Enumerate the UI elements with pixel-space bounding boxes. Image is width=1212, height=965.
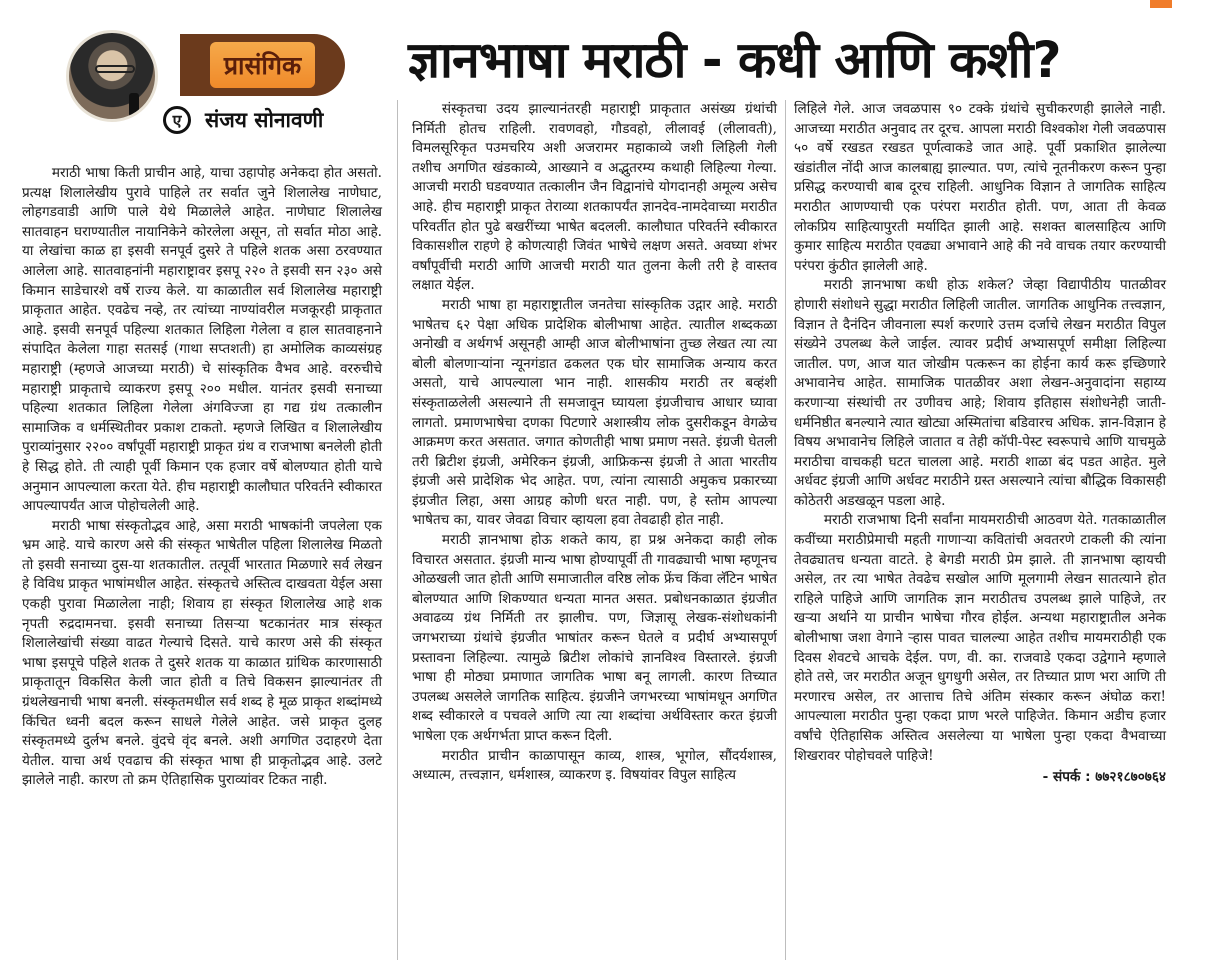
- column-divider: [785, 100, 786, 960]
- article-column-3: [794, 100, 1166, 788]
- headline: ज्ञानभाषा मराठी - कधी आणि कशी?: [408, 31, 1061, 89]
- paragraph: मराठीत प्राचीन काळापासून काव्य, शास्त्र, भूगोल, सौंदर्यशास्त्र, अध्यात्म, तत्त्वज्ञान, धर्मशास्त्र, व्याकरण इ. विषयांवर विपुल साहित्य: [412, 747, 777, 784]
- section-tag: [180, 34, 345, 96]
- top-bar: [0, 0, 1212, 14]
- article-column-2: [412, 100, 777, 786]
- section-tag-label: प्रासंगिक: [210, 42, 315, 88]
- column-divider: [397, 100, 398, 960]
- author-name: संजय सोनावणी: [205, 108, 324, 132]
- microphone-shape: [129, 93, 139, 117]
- paragraph: मराठी ज्ञानभाषा होऊ शकते काय, हा प्रश्न अनेकदा काही लोक विचारत असतात. इंग्रजी मान्य भाषा होण्यापूर्वी ती गावढ्याची भाषा म्हणूनच ओळखली जात होती आणि समाजातील वरिष्ठ लोक फ्रेंच किंवा लॅटिन भाषेत बोलण्यात आणि शिकण्यात धन्यता मानत असत. प्रबोधनकाळात इंग्रजीत अवाढव्य ग्रंथ निर्मिती तर झालीच. पण, जिज्ञासू लेखक-संशोधकांनी जगभराच्या ग्रंथांचे इंग्रजीत भाषांतर करून घेतले व प्रदीर्घ अभ्यासपूर्ण प्रस्तावना लिहिल्या. त्यामुळे ब्रिटीश लोकांचे ज्ञानविश्व विस्तारले. इंग्रजी भाषा ही मोठ्या प्रमाणात जागतिक भाषा बनू लागली. कारण तिच्यात उपलब्ध असलेले जागतिक साहित्य. इंग्रजीने जगभरच्या भाषांमधून अगणित शब्द स्वीकारले व पचवले आणि त्या त्या शब्दांचा अर्थविस्तार करत इंग्रजी भाषेला एक अर्थगर्भता प्राप्त करून दिली.: [412, 532, 777, 744]
- accent-mark: [1150, 0, 1172, 8]
- paragraph: मराठी ज्ञानभाषा कधी होऊ शकेल? जेव्हा विद्यापीठीय पातळीवर होणारी संशोधने सुद्धा मराठीत लिहिली जातील. जागतिक आधुनिक तत्त्वज्ञान, विज्ञान ते दैनंदिन जीवनाला स्पर्श करणारे उत्तम दर्जाचे लेखन मराठीत विपुल संख्येने उपलब्ध केले जाईल. त्यावर प्रदीर्घ अभ्यासपूर्ण समीक्षा लिहिल्या जातील. पण, आज यात जोखीम पत्करून का होईना कार्य करू इच्छिणारे अभावानेच आहेत. सामाजिक पातळीवर अशा लेखन-अनुवादांना सहाय्य करणाऱ्या संस्थांची तर उणीवच आहे; शिवाय इतिहास संशोधनेही जाती-धर्मनिष्ठीत बनल्याने त्यात खोट्या अस्मितांचा बडिवारच अधिक. ज्ञान-विज्ञान हे विषय अभावानेच लिहिले जातात व तेही कॉपी-पेस्ट स्वरूपाचे आणि याचमुळे मराठीचा वाचकही घटत चालला आहे. मराठी शाळा बंद पडत आहेत. मुले अर्धवट इंग्रजी आणि अर्धवट मराठीने ग्रस्त असल्याने त्यांचा बौद्धिक विकासही कोठेतरी अडखळून पडला आहे.: [794, 277, 1166, 509]
- article-column-1: [22, 164, 382, 791]
- paragraph: मराठी राजभाषा दिनी सर्वांना मायमराठीची आठवण येते. गतकाळातील कवींच्या मराठीप्रेमाची महती गाणाऱ्या कवितांची अवतरणे टाकली की त्यांना तेवढ्यातच धन्यता वाटते. हे बेगडी मराठी प्रेम झाले. ती ज्ञानभाषा व्हायची असेल, तर त्या भाषेत तेवढेच सखोल आणि मूलगामी लेखन सातत्याने होत राहिले पाहिजे आणि जागतिक ज्ञान मराठीतच उपलब्ध झाले पाहिजे, तर खऱ्या अर्थाने या प्राचीन भाषेचा गौरव होईल. अन्यथा महाराष्ट्रातील अनेक बोलीभाषा जशा वेगाने ऱ्हास पावत चालल्या आहेत तशीच मायमराठीही एक दिवस शेवटचे आचके देईल. पण, वी. का. राजवाडे एकदा उद्वेगाने म्हणाले होते तसे, जर मराठीत अजून धुगधुगी असेल, तर तिच्यात प्राण भरा आणि ती मरणारच असेल, तर आत्ताच तिचे अंतिम संस्कार करून अंघोळ करा! आपल्याला मराठीत पुन्हा एकदा प्राण भरले पाहिजेत. किमान अडीच हजार वर्षांचे ऐतिहासिक अस्तित्व असलेल्या या भाषेला पुन्हा एकदा वैभवाच्या शिखरावर पोहोचवले पाहिजे!: [794, 512, 1166, 764]
- paragraph: मराठी भाषा किती प्राचीन आहे, याचा उहापोह अनेकदा होत असतो. प्रत्यक्ष शिलालेखीय पुरावे पाहिले तर सर्वात जुने शिलालेख नाणेघाट, लोहगडवाडी आणि पाले येथे मिळालेले आहेत. नाणेघाट शिलालेख सातवाहन घराण्यातील नायानिकेने कोरलेला असून, तो सर्वात मोठा आहे. या लेखांचा काळ हा इसवी सनपूर्व दुसरे ते पहिले शतक असा ठरवण्यात आलेला आहे. सातवाहनांनी महाराष्ट्रावर इसपू २२० ते इसवी सन २३० असे किमान साडेचारशे वर्षे राज्य केले. या काळातील सर्व शिलालेख महाराष्ट्री प्राकृतात आहेत. एवढेच नव्हे, तर त्यांच्या नाण्यांवरील मजकूरही प्राकृतात आहे. इसवी सनपूर्व पहिल्या शतकात लिहिला गेलेला व हाल सातवाहनाने संपादित केलेला गाहा सतसई (गाथा सप्तशती) हा अमोलिक काव्यसंग्रह महाराष्ट्री (म्हणजे आजच्या मराठी) चे सांस्कृतिक वैभव आहे. वररुचीचे महाराष्ट्री प्राकृताचे व्याकरण इसपू २०० मधील. यानंतर इसवी सनाच्या पहिल्या शतकात लिहिला गेलेला अंगविज्जा हा गद्य ग्रंथ तत्कालीन सामाजिक व धर्मस्थितीवर प्रकाश टाकतो. म्हणजे लिखित व शिलालेखीय पुराव्यांनुसार २२०० वर्षांपूर्वी महाराष्ट्री प्राकृत ग्रंथ व राजभाषा बनलेली होती हे सिद्ध होते. ती त्याही पूर्वी किमान एक हजार वर्षे बोलण्यात होती याचे अनुमान आपल्याला करता येते. हीच महाराष्ट्री कालौघात परिवर्तने स्वीकारत आपल्यापर्यंत आज पोहोचलेली आहे.: [22, 165, 382, 515]
- glasses-shape: [95, 65, 135, 73]
- paragraph: मराठी भाषा हा महाराष्ट्रातील जनतेचा सांस्कृतिक उद्गार आहे. मराठी भाषेतच ६२ पेक्षा अधिक प्रादेशिक बोलीभाषा आहेत. त्यातील शब्दकळा अनोखी व अर्थगर्भ असूनही आम्ही आज बोलीभाषांना तुच्छ लेखत त्या त्या बोली बोलणाऱ्यांना न्यूनगंडात ढकलत एक घोर सामाजिक अन्याय करत असतो, याचे आपल्याला भान नाही. शासकीय मराठी तर बव्हंशी संस्कृताळलेली असल्याने ती समजावून घ्यायला इंग्रजीचाच आधार घ्यावा लागतो. प्रमाणभाषेचा दणका पिटणारे अशास्त्रीय लोक दुसरीकडून वेगळेच आक्रमण करत असतात. जगात कोणतीही भाषा प्रमाण नसते. इंग्रजी घेतली तरी ब्रिटीश इंग्रजी, अमेरिकन इंग्रजी, आफ्रिकन्स इंग्रजी ते आता भारतीय इंग्रजी असे प्रादेशिक भेद आहेत. पण, त्यांना त्यासाठी अमुकच प्रकारच्या इंग्रजीत लिहा, असा आग्रह कोणी धरत नाही. पण, हे स्तोम आपल्या भाषेतच का, यावर जेवढा विचार व्हायला हवा तेवढाही होत नाही.: [412, 296, 777, 529]
- author-photo: [66, 30, 158, 122]
- brand-logo-icon: ए: [163, 106, 191, 134]
- paragraph: संस्कृतचा उदय झाल्यानंतरही महाराष्ट्री प्राकृतात असंख्य ग्रंथांची निर्मिती होतच राहिली. रावणवहो, गौडवहो, लीलावई (लीलावती), विमलसूरिकृत पउमचरिय अशी अजरामर महाकाव्ये जशी लिहिली गेली तशीच अगणित खंडकाव्ये, आख्याने व अद्भुतरम्य कथाही लिहिल्या गेल्या. आजची मराठी घडवण्यात तत्कालीन जैन विद्वानांचे योगदानही अमूल्य असेच आहे. हीच महाराष्ट्री प्राकृत तेराव्या शतकापर्यंत ज्ञानदेव-नामदेवाच्या मराठीत परिवर्तीत होत पुढे बखरींच्या भाषेत बदलली. कालौघात परिवर्तने स्वीकारत विकासशील राहणे हे कोणत्याही जिवंत भाषेचे लक्षण असते. अवघ्या शंभर वर्षांपूर्वीची मराठी आणि आजची मराठी यात तुलना केली तरी हे वास्तव लक्षात येईल.: [412, 101, 777, 294]
- paragraph: लिहिले गेले. आज जवळपास ९० टक्के ग्रंथांचे सुचीकरणही झालेले नाही. आजच्या मराठीत अनुवाद तर दूरच. आपला मराठी विश्वकोश गेली जवळपास ५० वर्षे रखडत रखडत पूर्णत्वाकडे जात आहे. पूर्वी प्रकाशित झालेल्या खंडांतील नोंदी आज कालबाह्य झाल्यात. पण, त्यांचे नूतनीकरण करून पुन्हा प्रसिद्ध करण्याची बाब दूरच राहिली. आधुनिक विज्ञान ते जागतिक साहित्य मराठीत आणण्याची एक परंपरा मराठीत होती. पण, आता ती केवळ लोकप्रिय साहित्यापुरती मर्यादित झाली आहे. सशक्त बालसाहित्य आणि कुमार साहित्य मराठीत एवढ्या अभावाने आहे की नवे वाचक तयार करण्याची परंपरा कुंठीत झालेली आहे.: [794, 101, 1166, 274]
- paragraph: मराठी भाषा संस्कृतोद्भव आहे, असा मराठी भाषकांनी जपलेला एक भ्रम आहे. याचे कारण असे की संस्कृत भाषेतील पहिला शिलालेख मिळतो तो इसवी सनाच्या दुस-या शतकातील. तत्पूर्वी भारतात मिळणारे सर्व लेखन हे विविध प्राकृत भाषांमधील आहेत. संस्कृतचे अस्तित्व दाखवता येईल असा एकही पुरावा मिळालेला नाही; शिवाय हा संस्कृत शिलालेख आहे शक नृपती रुद्रदामनचा. इसवी सनाच्या तिसऱ्या षटकानंतर मात्र संस्कृत शिलालेखांची संख्या वाढत गेल्याचे दिसते. याचे कारण असे की संस्कृत भाषा इसपूचे पहिले शतक ते दुसरे शतक या काळात ग्रांथिक कारणासाठी प्राकृतातून विकसित केली जात होती व तिचे विकसन झाल्यानंतर ती ग्रंथलेखनाची भाषा बनली. संस्कृतमधील सर्व शब्द हे मूळ प्राकृत शब्दांमध्ये किंचित ध्वनी बदल करून साधले गेलेले आहेत. जसे प्राकृत दुलह संस्कृतमध्ये दुर्लभ बनले. वुंदचे वृंद बनले. अशी अगणित उदाहरणे देता येतील. याचा अर्थ एवढाच की संस्कृत भाषा ही प्राकृतोद्भव आहे. उलटे झालेले नाही. कारण तो क्रम ऐतिहासिक पुराव्यांवर टिकत नाही.: [22, 517, 382, 789]
- contact-line: - संपर्क : ७७२१८७०७६४: [1042, 769, 1166, 786]
